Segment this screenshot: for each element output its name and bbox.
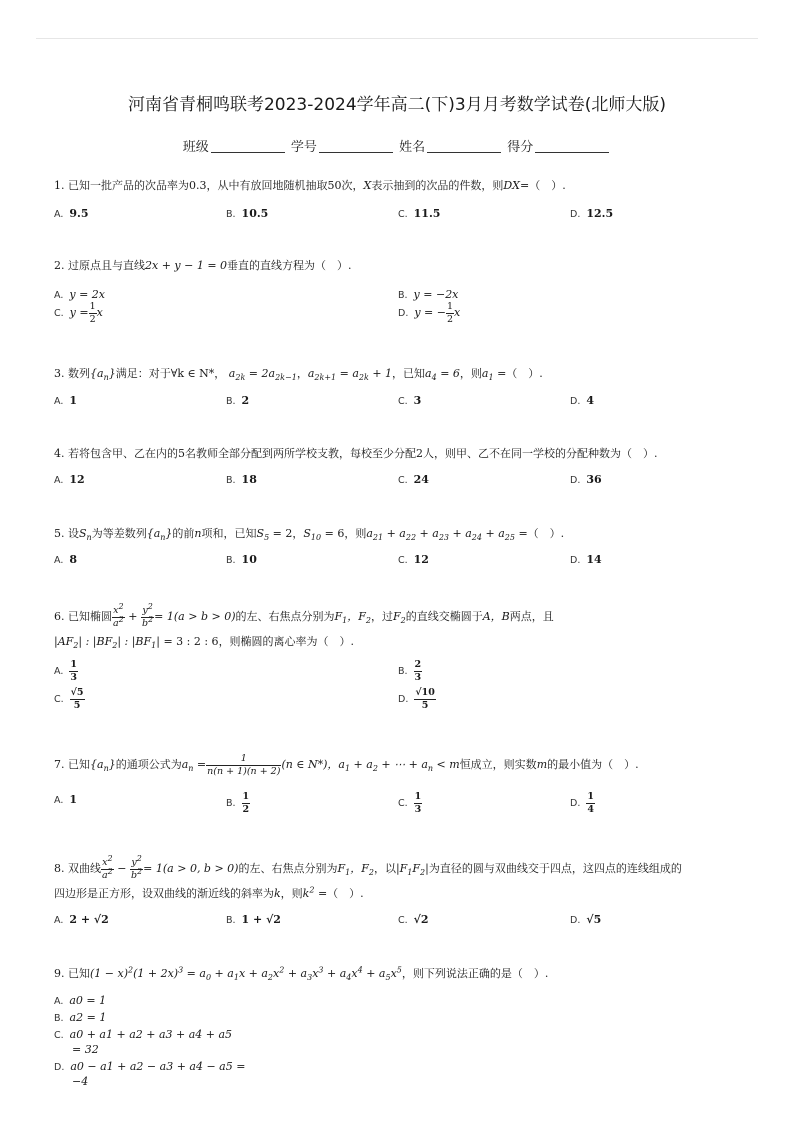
- denominator: 3: [414, 671, 422, 683]
- option-letter: B.: [226, 555, 236, 566]
- fraction: [586, 792, 595, 814]
- question-stem: =（ ）.: [518, 527, 565, 540]
- math-expression: $S_5$: [256, 527, 270, 543]
- question-4: [54, 446, 658, 462]
- option-7d[interactable]: [570, 792, 595, 814]
- question-6-line-2: [54, 634, 354, 650]
- option-9b[interactable]: [54, 1010, 106, 1026]
- student-id-blank[interactable]: [319, 140, 393, 153]
- option-letter: A.: [54, 996, 64, 1007]
- math-expression: $S_{10}$: [303, 527, 322, 543]
- question-stem: 为直径的圆与双曲线交于四点，这四点的连线组成的: [428, 862, 682, 875]
- fraction: $\frac{y^2}{b^2}$: [130, 853, 143, 881]
- student-info-line: [0, 136, 794, 155]
- question-stem: 双曲线: [68, 862, 101, 875]
- option-letter: A.: [54, 475, 64, 486]
- option-letter: D.: [398, 694, 409, 705]
- math-expression: $a_{2k+1} = a_{2k} + 1$: [307, 367, 393, 383]
- option-value: √2: [413, 913, 429, 926]
- math-expression: = 6，则: [324, 527, 367, 540]
- option-letter: D.: [570, 915, 581, 926]
- option-9a[interactable]: [54, 993, 106, 1009]
- option-letter: C.: [54, 1030, 64, 1041]
- math-expression: $k^2$: [302, 885, 315, 900]
- question-number: 8.: [54, 862, 65, 875]
- option-letter: D.: [570, 798, 581, 809]
- option-value: 10.5: [241, 207, 269, 220]
- option-value: 3: [413, 394, 422, 407]
- option-2c[interactable]: [54, 302, 103, 324]
- option-7a[interactable]: [54, 792, 77, 808]
- page-title: 河南省青桐鸣联考2023-2024学年高二(下)3月月考数学试卷(北师大版): [127, 95, 666, 115]
- question-stem: 已知椭圆: [68, 610, 112, 623]
- option-value: 9.5: [69, 207, 89, 220]
- math-expression: $F_1$，$F_2$: [334, 610, 371, 626]
- question-stem: 已知一批产品的次品率为0.3，从中有放回地随机抽取50次，: [68, 179, 364, 192]
- option-letter: B.: [226, 396, 236, 407]
- option-3c[interactable]: [398, 393, 421, 409]
- class-label: 班级: [182, 140, 209, 155]
- question-stem: ，则椭圆的离心率为（ ）.: [218, 635, 355, 648]
- option-letter: B.: [398, 666, 408, 677]
- fraction: [206, 754, 281, 776]
- denominator: 3: [70, 671, 77, 683]
- option-1b[interactable]: [226, 206, 268, 222]
- question-number: 5.: [54, 527, 65, 540]
- fraction: [414, 688, 435, 710]
- option-1d[interactable]: [570, 206, 613, 222]
- math-expression: $|AF_2|$ : $|BF_2|$ : $|BF_1|$: [54, 635, 160, 651]
- option-5b[interactable]: [226, 552, 257, 568]
- option-value: x: [454, 306, 461, 319]
- option-value: 11.5: [413, 207, 441, 220]
- question-number: 2.: [54, 259, 65, 272]
- option-letter: D.: [570, 555, 581, 566]
- option-value: 8: [69, 553, 78, 566]
- fraction: [70, 688, 85, 710]
- question-8: 8. 双曲线 $\frac{x^2}{a^2}$ − $\frac{y^2}{b^2}$ = 1(a > 0, b > 0)的左、右焦点分别为$F_1$，$F_2$，以$|F_1F_2|$为直径的圆与双曲线交于四点，这四点的连线组成的: [54, 853, 682, 881]
- question-3: 3. 数列$\{a_n\}$满足：对于∀k ∈ N*， $a_{2k} = 2a_{2k-1}$，$a_{2k+1} = a_{2k} + 1$，已知$a_4 = 6$，则$a_1$ =（ ）.: [54, 367, 543, 383]
- option-8a[interactable]: [54, 912, 109, 928]
- numerator: 1: [414, 791, 422, 802]
- option-value: 2: [241, 394, 250, 407]
- option-letter: B.: [226, 915, 236, 926]
- option-letter: C.: [398, 209, 408, 220]
- numerator: 1: [70, 659, 77, 670]
- math-expression: $a_{2k} = 2a_{2k-1}$: [228, 367, 297, 383]
- score-label: 得分: [507, 140, 534, 155]
- option-8d[interactable]: [570, 912, 601, 928]
- option-1c[interactable]: [398, 206, 440, 222]
- denominator: 5: [421, 699, 429, 711]
- option-letter: D.: [398, 308, 409, 319]
- math-expression: $F_2$: [392, 610, 406, 626]
- math-var: DX: [503, 179, 520, 192]
- option-5c[interactable]: [398, 552, 429, 568]
- option-letter: D.: [570, 209, 581, 220]
- option-4a[interactable]: [54, 472, 85, 488]
- option-7c[interactable]: [398, 792, 422, 814]
- option-2a[interactable]: [54, 287, 105, 303]
- option-letter: C.: [398, 475, 408, 486]
- option-letter: C.: [398, 555, 408, 566]
- question-number: 7.: [54, 758, 65, 771]
- math-expression: $\{a_n\}$: [146, 527, 173, 543]
- question-stem: 项和，已知: [201, 527, 257, 540]
- option-value: a0 + a1 + a2 + a3 + a4 + a5: [69, 1028, 233, 1041]
- numerator: 1: [242, 791, 250, 802]
- option-2d[interactable]: [398, 302, 460, 324]
- option-letter: A.: [54, 915, 64, 926]
- option-6d[interactable]: [398, 688, 436, 710]
- math-var: k: [274, 887, 281, 900]
- math-expression: $a_4 = 6$: [425, 367, 460, 383]
- math-expression: $\{a_n\}$: [90, 367, 116, 383]
- score-blank[interactable]: [535, 140, 609, 153]
- option-6a[interactable]: [54, 660, 78, 682]
- question-number: 4.: [54, 447, 65, 460]
- question-stem: ，以: [373, 862, 396, 875]
- question-stem: 垂直的直线方程为（ ）.: [227, 259, 352, 272]
- option-letter: D.: [570, 475, 581, 486]
- option-value: −4: [72, 1075, 89, 1088]
- numerator: 1: [587, 791, 594, 802]
- math-var: m: [536, 758, 548, 771]
- option-9d[interactable]: [54, 1059, 245, 1075]
- option-value: 12: [413, 553, 429, 566]
- math-expression: $|F_1F_2|$: [395, 862, 429, 878]
- question-9: [54, 966, 548, 982]
- option-value: 10: [241, 553, 257, 566]
- denominator: 2: [242, 803, 250, 815]
- math-expression: $a_{21} + a_{22} + a_{23} + a_{24} + a_{25}$: [366, 527, 515, 543]
- option-9d-cont: [72, 1074, 88, 1089]
- question-number: 1.: [54, 179, 65, 192]
- top-divider: [36, 38, 758, 39]
- student-id-label: 学号: [290, 140, 317, 155]
- fraction: $\frac{y^2}{b^2}$: [141, 601, 154, 629]
- math-expression: $a_1$ =: [481, 367, 507, 383]
- question-5: [54, 526, 564, 542]
- option-6b[interactable]: [398, 660, 422, 682]
- question-stem: 的前: [172, 527, 195, 540]
- option-letter: C.: [398, 396, 408, 407]
- denominator: 3: [414, 803, 422, 815]
- math-expression: $a_1 + a_2$ + ⋯ + $a_n < m$: [338, 758, 460, 774]
- question-stem: =（ ）.: [317, 887, 364, 900]
- question-stem: 已知: [68, 967, 90, 980]
- math-var: n: [194, 527, 202, 540]
- fraction: $\frac{x^2}{a^2}$: [113, 601, 124, 629]
- name-blank[interactable]: [427, 140, 501, 153]
- option-value: 12.5: [586, 207, 614, 220]
- option-letter: A.: [54, 396, 64, 407]
- option-value: 1: [69, 394, 78, 407]
- fraction: $\frac{x^2}{a^2}$: [102, 853, 113, 881]
- option-3b[interactable]: [226, 393, 249, 409]
- math-expression: (n ∈ N*)，: [281, 758, 339, 771]
- question-number: 9.: [54, 967, 65, 980]
- math-expression: = 1(a > b > 0): [154, 610, 236, 623]
- option-letter: B.: [398, 290, 408, 301]
- math-expression: = 1(a > 0, b > 0): [143, 862, 239, 875]
- question-number: 6.: [54, 610, 65, 623]
- option-4d[interactable]: [570, 472, 602, 488]
- option-7b[interactable]: [226, 792, 250, 814]
- question-7: [54, 754, 639, 776]
- name-label: 姓名: [399, 140, 426, 155]
- fraction: [242, 792, 251, 814]
- option-value: = 32: [72, 1043, 99, 1056]
- option-8c[interactable]: [398, 912, 429, 928]
- fraction: [414, 660, 423, 682]
- question-stem: 四边形是正方形，设双曲线的渐近线的斜率为: [54, 887, 274, 900]
- question-stem: 的左、右焦点分别为: [238, 862, 338, 875]
- numerator: √10: [415, 687, 435, 698]
- option-5a[interactable]: [54, 552, 77, 568]
- option-value: a2 = 1: [69, 1011, 107, 1024]
- option-value: √5: [586, 913, 602, 926]
- option-value: 14: [586, 553, 602, 566]
- question-stem: 设: [68, 527, 79, 540]
- question-stem: ，则: [459, 367, 482, 380]
- math-expression: A，B: [482, 610, 510, 623]
- option-letter: A.: [54, 209, 64, 220]
- denominator: n(n + 1)(n + 2): [207, 765, 281, 777]
- option-letter: C.: [398, 798, 408, 809]
- option-6c[interactable]: [54, 688, 85, 710]
- option-value: y = 2x: [69, 288, 105, 301]
- question-1: [54, 178, 566, 194]
- denominator: 2: [89, 313, 96, 325]
- question-stem: 满足：对于∀k ∈ N*，: [115, 367, 226, 380]
- math-expression: = 3 : 2 : 6: [163, 635, 219, 648]
- option-9c-cont: [72, 1042, 99, 1057]
- option-letter: B.: [226, 798, 236, 809]
- question-stem: ，过: [370, 610, 393, 623]
- option-value: x: [96, 306, 103, 319]
- question-stem: =（ ）.: [520, 179, 566, 192]
- fraction: [89, 302, 97, 324]
- numerator: 2: [414, 659, 422, 670]
- option-value: y = −: [414, 306, 446, 319]
- option-value: 4: [586, 394, 594, 407]
- option-letter: C.: [54, 694, 64, 705]
- question-stem: 恒成立，则实数: [459, 758, 537, 771]
- question-stem: 数列: [68, 367, 90, 380]
- question-2: [54, 258, 352, 274]
- option-letter: A.: [54, 555, 64, 566]
- question-stem: 已知: [68, 758, 90, 771]
- question-stem: 过原点且与直线: [68, 259, 145, 272]
- option-letter: D.: [570, 396, 581, 407]
- option-letter: B.: [54, 1013, 64, 1024]
- question-stem: 为等差数列: [91, 527, 147, 540]
- option-5d[interactable]: [570, 552, 602, 568]
- option-letter: A.: [54, 666, 64, 677]
- option-letter: B.: [226, 209, 236, 220]
- question-stem: 的直线交椭圆于: [405, 610, 483, 623]
- option-4c[interactable]: [398, 472, 429, 488]
- math-expression: = 2，: [272, 527, 304, 540]
- question-stem: 若将包含甲、乙在内的5名教师全部分配到两所学校支教，每校至少分配2人，则甲、乙不在同一学校的分配种数为（ ）.: [68, 447, 658, 460]
- option-letter: C.: [54, 308, 64, 319]
- option-9c[interactable]: [54, 1027, 232, 1043]
- option-letter: A.: [54, 795, 64, 806]
- option-letter: B.: [226, 475, 236, 486]
- fraction: [446, 302, 454, 324]
- denominator: 5: [73, 699, 81, 711]
- option-1a[interactable]: [54, 206, 89, 222]
- fraction: [414, 792, 423, 814]
- class-blank[interactable]: [211, 140, 285, 153]
- question-stem: 的左、右焦点分别为: [235, 610, 335, 623]
- option-8b[interactable]: [226, 912, 281, 928]
- math-expression: $\{a_n\}$: [90, 758, 116, 774]
- option-3a[interactable]: [54, 393, 77, 409]
- math-expression: $a_n$ =: [181, 758, 207, 774]
- option-value: 24: [413, 473, 429, 486]
- question-number: 3.: [54, 367, 65, 380]
- question-6: 6. 已知椭圆 $\frac{x^2}{a^2}$ + $\frac{y^2}{b^2}$ = 1(a > b > 0)的左、右焦点分别为$F_1$，$F_2$，过$F_2$的直线交椭圆于A，B两点，且: [54, 601, 554, 629]
- question-stem: ，则: [280, 887, 303, 900]
- option-letter: A.: [54, 290, 64, 301]
- math-expression: $S_n$: [79, 527, 92, 543]
- option-value: 2 + √2: [69, 913, 109, 926]
- question-stem: ，已知: [392, 367, 426, 380]
- question-8-line-2: [54, 886, 364, 902]
- question-stem: 的最小值为（ ）.: [547, 758, 639, 771]
- math-var: X: [363, 179, 372, 192]
- option-value: 1 + √2: [241, 913, 281, 926]
- question-stem: 表示抽到的次品的件数，则: [371, 179, 504, 192]
- option-value: 1: [69, 793, 78, 806]
- numerator: √5: [70, 687, 84, 698]
- option-value: a0 − a1 + a2 − a3 + a4 − a5 =: [70, 1060, 246, 1073]
- question-stem: 的通项公式为: [115, 758, 182, 771]
- fraction: [69, 660, 78, 682]
- math-expression: 2x + y − 1 = 0: [145, 259, 228, 272]
- option-value: 36: [586, 473, 602, 486]
- question-stem: ，则下列说法正确的是（ ）.: [401, 967, 549, 980]
- option-value: 12: [69, 473, 85, 486]
- option-value: y =: [69, 306, 89, 319]
- option-value: y = −2x: [413, 288, 459, 301]
- question-stem: 两点，且: [509, 610, 554, 623]
- denominator: 4: [587, 803, 594, 815]
- denominator: 2: [447, 313, 454, 325]
- math-expression: $(1 - x)^2(1 + 2x)^3 = a_0 + a_1x + a_2x^2 + a_3x^3 + a_4x^4 + a_5x^5$: [90, 965, 402, 983]
- option-3d[interactable]: [570, 393, 594, 409]
- numerator: 1: [89, 301, 96, 312]
- option-value: 18: [241, 473, 257, 486]
- math-expression: $F_1$，$F_2$: [337, 862, 374, 878]
- option-letter: C.: [398, 915, 408, 926]
- option-value: a0 = 1: [69, 994, 107, 1007]
- option-letter: D.: [54, 1062, 65, 1073]
- numerator: 1: [206, 754, 281, 766]
- numerator: 1: [447, 301, 454, 312]
- option-4b[interactable]: [226, 472, 257, 488]
